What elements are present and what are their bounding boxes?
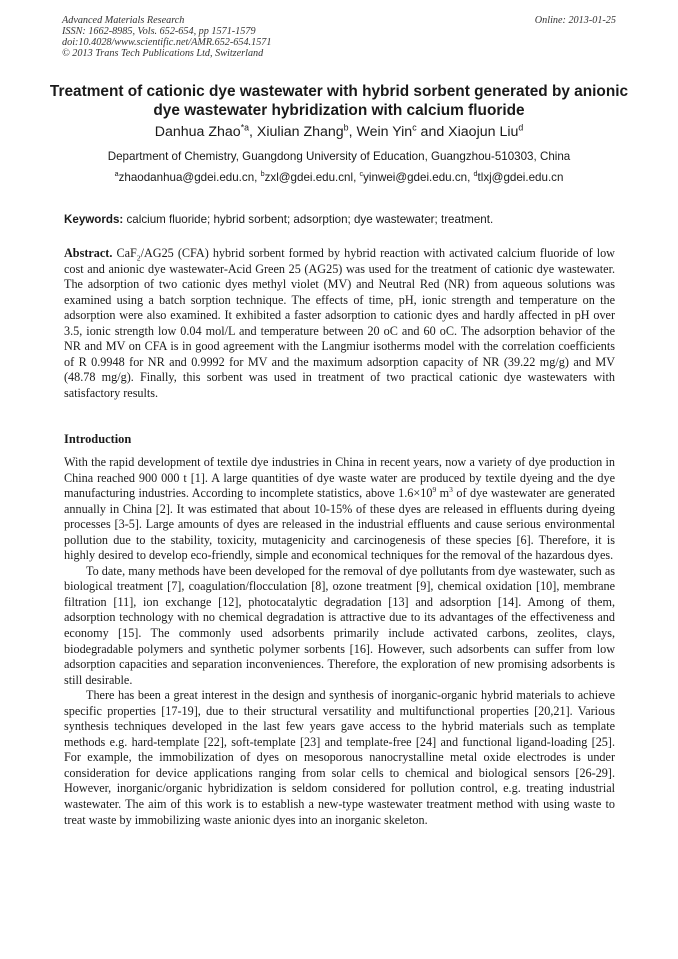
email-separator: , [353, 171, 360, 184]
issn-line: ISSN: 1662-8985, Vols. 652-654, pp 1571-1579 [62, 26, 256, 37]
email-link[interactable]: yinwei@gdei.edu.cn [363, 171, 468, 184]
email-link[interactable]: zhaodanhua@gdei.edu.cn [118, 171, 255, 184]
author-marker: b [343, 122, 349, 133]
email-list [40, 171, 638, 184]
journal-metadata [62, 15, 271, 59]
keywords-text: calcium fluoride; hybrid sorbent; adsorption; dye wastewater; treatment. [123, 213, 494, 226]
intro-text: of dye wastewater are generated annually in China [2]. It was estimated that about 10-15% of these dyes are released in effluents during dyeing processes [3-5]. Large amounts of dyes are released in the industrial effluents and cause serious environmental pollution due to the stability, toxicity, mutagenicity and carcinogenesis of these species [6]. Therefore, it is highly desired to develop eco-friendly, simple and economical techniques for the removal of the hazardous dyes. [64, 486, 615, 563]
doi-line: doi:10.4028/www.scientific.net/AMR.652-654.1571 [62, 37, 272, 48]
author-name: Danhua Zhao [154, 124, 241, 140]
introduction-body [64, 455, 615, 828]
author-name: Xiaojun Liu [448, 124, 519, 140]
keywords [64, 213, 624, 226]
author-name: Xiulian Zhang [256, 124, 344, 140]
copyright-line: © 2013 Trans Tech Publications Ltd, Switzerland [62, 48, 264, 59]
email-marker: b [260, 169, 265, 179]
abstract-text: CaF [112, 246, 137, 260]
affiliation: Department of Chemistry, Guangdong University of Education, Guangzhou-510303, China [107, 150, 571, 163]
abstract-text: /AG25 (CFA) hybrid sorbent formed by hybrid reaction with activated calcium fluoride of low cost and anionic dye wastewater-Acid Green 25 (AG25) was used for the treatment of cationic dye wastewater. The adsorption of two cationic dyes methyl violet (MV) and Neutral Red (NR) from aqueous solutions was examined using a batch sorption technique. The effects of time, pH, ionic strength and temperature on the adsorption were also examined. It exhibited a faster adsorption to cationic dyes and hardly affected in pH over 3.5, ionic strength low 0.04 mol/L and temperature between 20 oC and 60 oC. The adsorption behavior of the NR and MV on CFA is in good agreement with the Langmiur isotherms model with the correlation coefficients of R 0.9948 for NR and 0.9992 for MV and the maximum adsorption capacity of NR (39.22 mg/g) and MV (48.78 mg/g). Finally, this sorbent was used in treatment of two practical cationic dye wastewaters with satisfactory results. [64, 246, 615, 400]
intro-text: m [436, 486, 450, 501]
abstract [64, 246, 615, 401]
intro-paragraph: There has been a great interest in the design and synthesis of inorganic-organic hybrid materials to achieve specific properties [17-19], due to their structural versatility and multifunctional properties [20,21]. Various synthesis techniques developed in the last few years gave access to the hybrid materials such as template methods e.g. hard-template [22], soft-template [23] and template-free [24] and functional ligand-loading [25]. For example, the immobilization of dyes on mesoporous nanocrystalline metal oxide electrodes is under consideration for device applications ranging from solar cells to chemical and biological sensors [26-29]. However, inorganic/organic hybridization is seldom considered for pollution control, e.g. treating industrial wastewater. The aim of this work is to establish a new-type wastewater treatment method with using waste to treat waste by immobilizing waste anionic dyes into an inorganic skeleton. [64, 688, 615, 827]
author-marker: c [412, 122, 417, 133]
email-link[interactable]: tlxj@gdei.edu.cn [477, 171, 564, 184]
email-marker: a [114, 169, 119, 179]
email-separator: , [254, 171, 261, 184]
author-list [40, 124, 638, 140]
abstract-subscript: 2 [136, 253, 141, 263]
intro-text: With the rapid development of textile dye industries in China in recent years, now a variety of dye production in China reached 900 000 t [1]. A large quantities of dye waste water are produced by textile dyeing and the dye manufacturing industries. According to incomplete statistics, above 1.6×10 [64, 455, 615, 501]
author-name: Wein Yin [356, 124, 413, 140]
intro-paragraph: To date, many methods have been developed for the removal of dye pollutants from dye wastewater, such as biological treatment [7], coagulation/flocculation [8], ozone treatment [9], chemical oxidation [10], membrane filtration [11], ion exchange [12], photocatalytic degradation [13] and adsorption [14]. Among of them, adsorption technology with no chemical degradation is attractive due to its advantages of the effectiveness and economy [15]. The commonly used adsorbents primarily include activated carbons, zeolites, clays, biodegradable polymers and synthetic polymer sorbents [16]. However, such adsorbents can suffer from low adsorption capacities and separation inconveniences. Therefore, the exploration of new promising adsorbents is still desirable. [64, 563, 615, 687]
section-heading-introduction: Introduction [64, 432, 132, 446]
email-marker: c [359, 169, 364, 179]
keywords-label: Keywords: [64, 213, 124, 226]
online-date: Online: 2013-01-25 [534, 15, 616, 26]
author-separator: , [348, 124, 357, 140]
abstract-label: Abstract. [64, 246, 113, 260]
journal-name: Advanced Materials Research [62, 15, 185, 26]
exponent: 9 [432, 485, 437, 495]
email-separator: , [467, 171, 474, 184]
intro-paragraph [64, 455, 615, 564]
exponent: 3 [449, 485, 453, 495]
email-link[interactable]: zxl@gdei.edu.cnl [264, 171, 354, 184]
author-separator: and [416, 124, 449, 140]
paper-title: Treatment of cationic dye wastewater with hybrid sorbent generated by anionic dye wastewater hybridization with calcium fluoride [49, 83, 629, 119]
email-marker: d [473, 169, 478, 179]
author-marker: d [518, 122, 524, 133]
author-marker: *a [240, 122, 250, 133]
author-separator: , [249, 124, 257, 140]
